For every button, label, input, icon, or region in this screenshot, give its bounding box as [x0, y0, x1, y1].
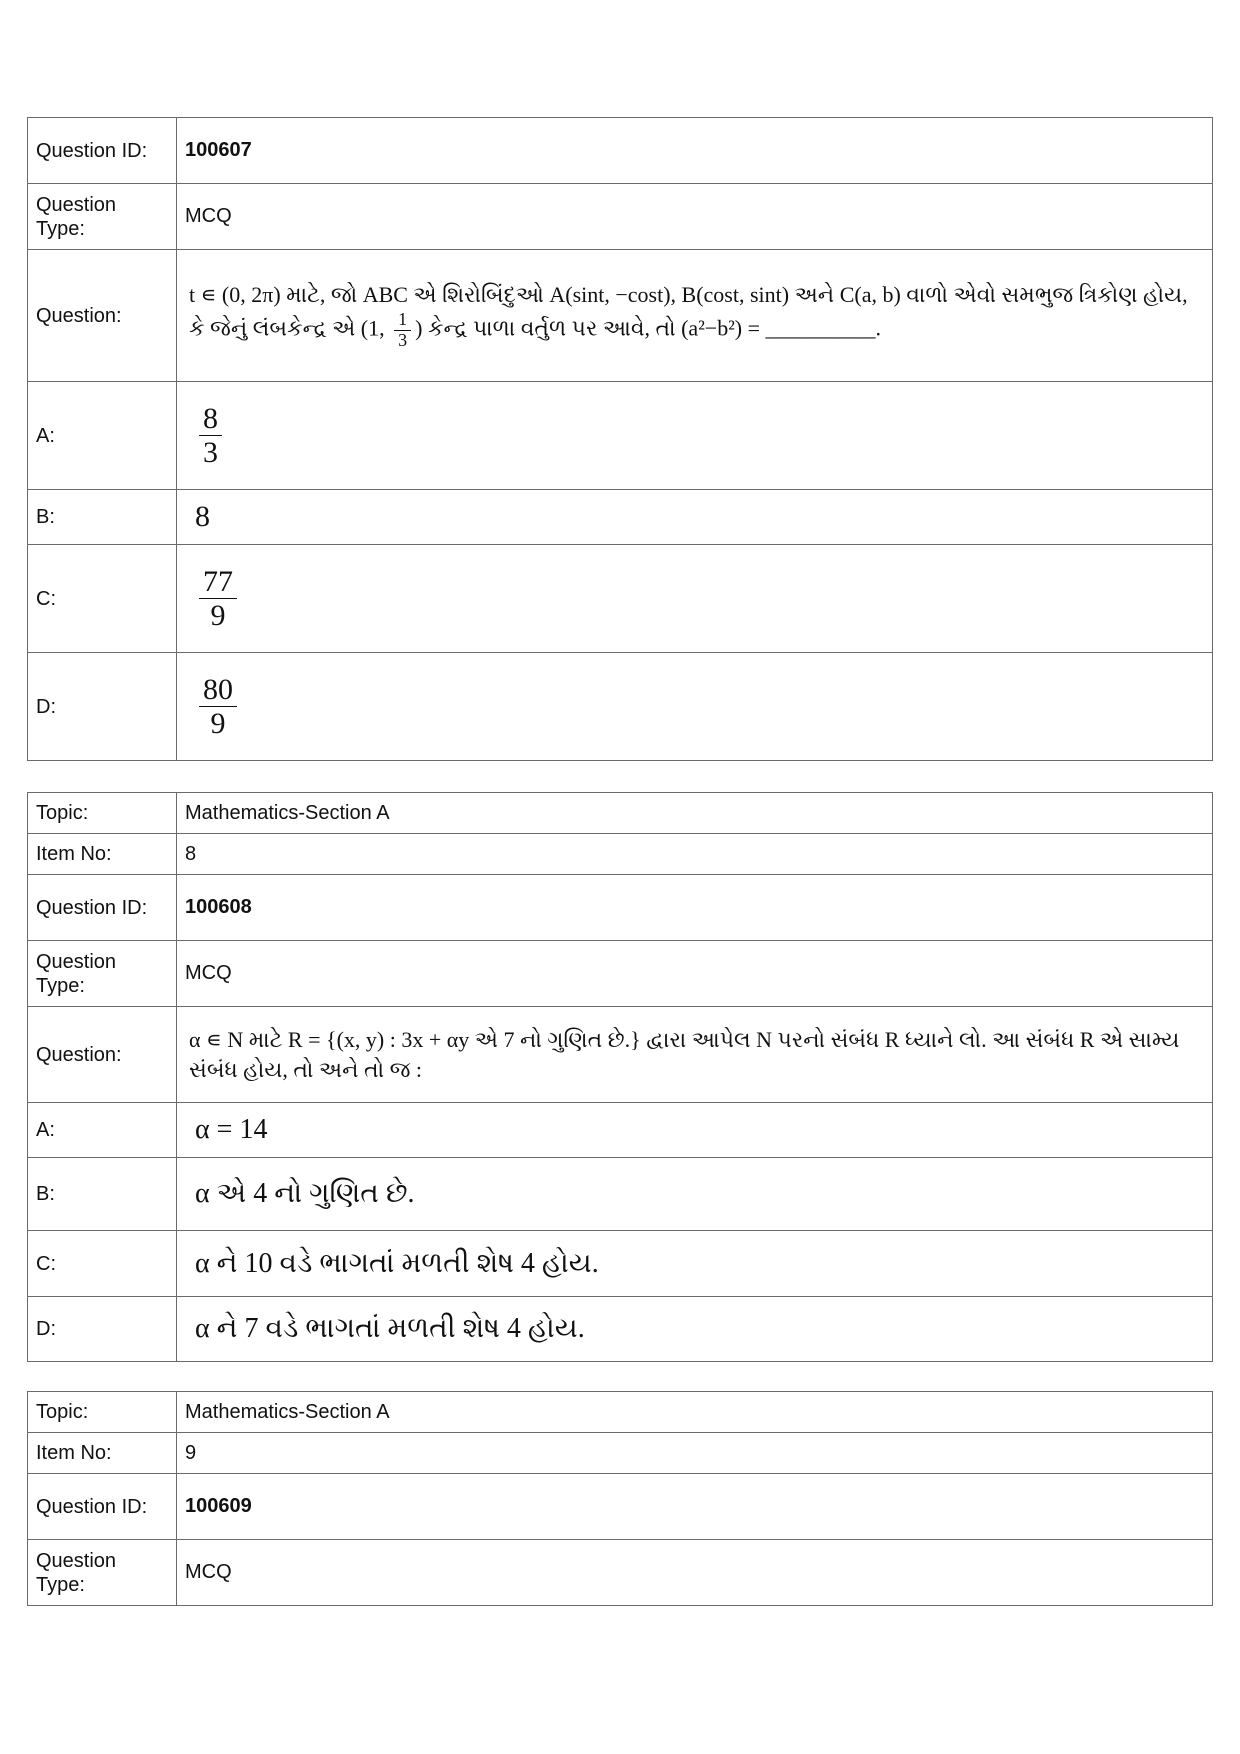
option-b-label: B:: [28, 1158, 177, 1231]
question-id-value: 100607: [177, 118, 1213, 184]
option-d-value: α ને 7 વડે ભાગતાં મળતી શેષ 4 હોય.: [177, 1297, 1213, 1362]
question-text: [177, 250, 1213, 382]
option-c-value: α ને 10 વડે ભાગતાં મળતી શેષ 4 હોય.: [177, 1231, 1213, 1297]
fraction-denominator: 9: [210, 599, 226, 632]
question-id-label: Question ID:: [28, 875, 177, 941]
question-id-value: 100609: [177, 1474, 1213, 1540]
question-label: Question:: [28, 1007, 177, 1103]
fraction-numerator: 77: [199, 565, 237, 599]
option-d-value: [177, 653, 1213, 761]
question-type-value: MCQ: [177, 184, 1213, 250]
question-id-label: Question ID:: [28, 118, 177, 184]
question-table-100608: [27, 792, 1213, 1362]
question-id-value: 100608: [177, 875, 1213, 941]
option-a-value: α = 14: [177, 1103, 1213, 1158]
topic-value: Mathematics-Section A: [177, 793, 1213, 834]
question-type-label: Question Type:: [28, 941, 177, 1007]
topic-value: Mathematics-Section A: [177, 1392, 1213, 1433]
option-c-label: C:: [28, 1231, 177, 1297]
topic-label: Topic:: [28, 1392, 177, 1433]
fraction-numerator: 1: [394, 310, 411, 331]
option-b-value: 8: [177, 490, 1213, 545]
question-text-part2: ) કેન્દ્ર પાળા વર્તુળ પર આવે, તો (a²−b²) = __________.: [415, 315, 882, 341]
question-type-label: Question Type:: [28, 1540, 177, 1606]
fraction-denominator: 3: [203, 436, 218, 469]
question-text-part1: t ∊ (0, 2π) માટે, જો ABC એ શિરોબિંદુઓ A(sint, −cost), B(cost, sint) અને C(a, b) વાળો એવો સમભુજ ત્રિકોણ હોય, કે જેનું લંબકેન્દ્ર એ (1,: [189, 282, 1188, 341]
option-c-label: C:: [28, 545, 177, 653]
question-table-100607: [27, 117, 1213, 761]
option-d-label: D:: [28, 1297, 177, 1362]
option-d-label: D:: [28, 653, 177, 761]
option-a-label: A:: [28, 1103, 177, 1158]
option-c-value: [177, 545, 1213, 653]
fraction-denominator: 3: [398, 330, 408, 350]
question-fraction: [394, 310, 411, 351]
item-no-label: Item No:: [28, 834, 177, 875]
option-a-fraction: [199, 402, 222, 469]
topic-label: Topic:: [28, 793, 177, 834]
option-a-value: [177, 382, 1213, 490]
question-type-label: Question Type:: [28, 184, 177, 250]
item-no-value: 9: [177, 1433, 1213, 1474]
option-b-value: α એ 4 નો ગુણિત છે.: [177, 1158, 1213, 1231]
fraction-denominator: 9: [210, 707, 226, 740]
option-d-fraction: [199, 673, 237, 740]
question-label: Question:: [28, 250, 177, 382]
question-type-value: MCQ: [177, 1540, 1213, 1606]
fraction-numerator: 8: [199, 402, 222, 436]
question-type-value: MCQ: [177, 941, 1213, 1007]
question-text: α ∊ N માટે R = {(x, y) : 3x + αy એ 7 નો ગુણિત છે.} દ્વારા આપેલ N પરનો સંબંધ R ધ્યાને લો. આ સંબંધ R એ સામ્ય સંબંધ હોય, તો અને તો જ :: [177, 1007, 1213, 1103]
option-c-fraction: [199, 565, 237, 632]
item-no-value: 8: [177, 834, 1213, 875]
fraction-numerator: 80: [199, 673, 237, 707]
option-a-label: A:: [28, 382, 177, 490]
item-no-label: Item No:: [28, 1433, 177, 1474]
option-b-label: B:: [28, 490, 177, 545]
question-table-100609: [27, 1391, 1213, 1606]
question-id-label: Question ID:: [28, 1474, 177, 1540]
